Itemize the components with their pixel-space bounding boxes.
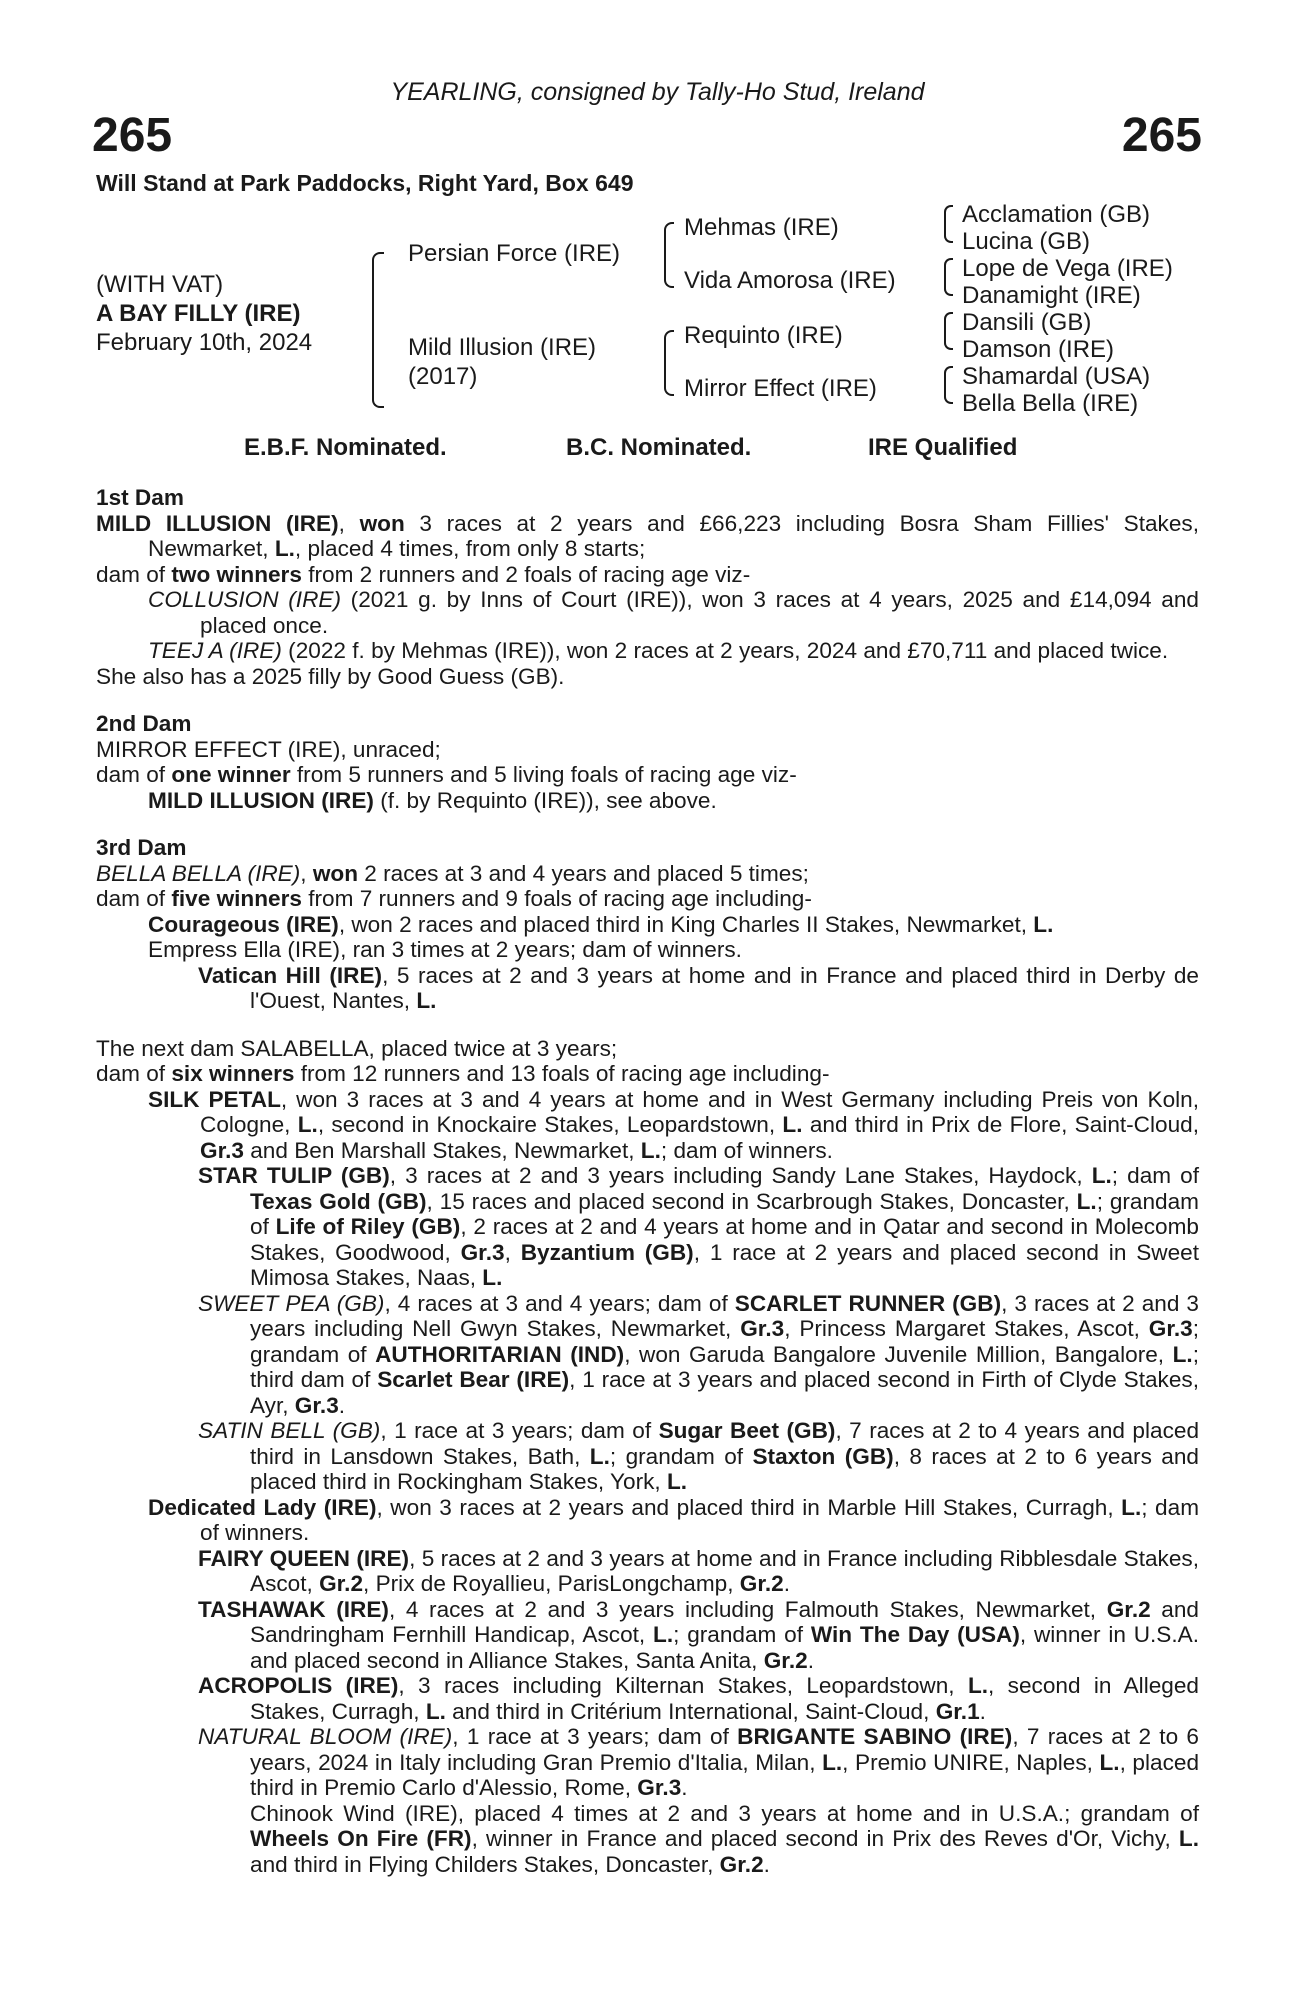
produce-collusion: COLLUSION (IRE) (2021 g. by Inns of Court (IRE)), won 3 races at 4 years, 2025 and £14,094 and placed once. <box>148 587 1199 638</box>
next-dam-record: The next dam SALABELLA, placed twice at 3 years; <box>96 1035 618 1061</box>
ped-danamight: Danamight (IRE) <box>962 282 1141 309</box>
bc-nomination: B.C. Nominated. <box>566 434 752 461</box>
subject-name: A BAY FILLY (IRE) <box>96 300 301 327</box>
produce-silk-petal: SILK PETAL, won 3 races at 3 and 4 years at home and in West Germany including Preis von Koln, Cologne, L., second in Knockaire Stakes, Leopardstown, L. and third in Prix de Flore, Saint-Cloud, Gr.3 and Ben Marshall Stakes, Newmarket, L.; dam of winners. <box>148 1086 1199 1163</box>
subject-block <box>96 270 312 357</box>
first-dam-name: MILD ILLUSION (IRE) <box>96 510 339 536</box>
lot-number-left: 265 <box>92 109 173 162</box>
ped-dansili: Dansili (GB) <box>962 309 1092 336</box>
dam-year: (2017) <box>408 363 478 390</box>
brace-g12 <box>944 205 953 243</box>
first-dam-also: She also has a 2025 filly by Good Guess (GB). <box>96 663 565 689</box>
second-dam-record: MIRROR EFFECT (IRE), unraced; <box>96 736 441 762</box>
produce-dedicated-lady: Dedicated Lady (IRE), won 3 races at 2 years and placed third in Marble Hill Stakes, Curragh, L.; dam of winners. <box>148 1494 1200 1545</box>
brace-g56 <box>944 312 953 350</box>
produce-sweet-pea: SWEET PEA (GB), 4 races at 3 and 4 years; dam of SCARLET RUNNER (GB), 3 races at 2 and 3 years including Nell Gwyn Stakes, Newmarket, Gr.3, Princess Margaret Stakes, Ascot, Gr.3; grandam of AUTHORITARIAN (IND), won Garuda Bangalore Juvenile Million, Bangalore, L.; third dam of Scarlet Bear (IRE), 1 race at 3 years and placed second in Firth of Clyde Stakes, Ayr, Gr.3. <box>198 1290 1199 1418</box>
produce-courageous: Courageous (IRE), won 2 races and placed third in King Charles II Stakes, Newmarket, L. <box>148 911 1054 937</box>
second-dam-produce-summary: dam of one winner from 5 runners and 5 living foals of racing age viz- <box>96 762 797 787</box>
produce-satin-bell: SATIN BELL (GB), 1 race at 3 years; dam of Sugar Beet (GB), 7 races at 2 to 4 years and placed third in Lansdown Stakes, Bath, L.; grandam of Staxton (GB), 8 races at 2 to 6 years and placed third in Rockingham Stakes, York, L. <box>198 1418 1200 1494</box>
produce-acropolis: ACROPOLIS (IRE), 3 races including Kilternan Stakes, Leopardstown, L., second in Alleged Stakes, Curragh, L. and third in Critérium International, Saint-Cloud, Gr.1. <box>198 1673 1199 1724</box>
foaling-date: February 10th, 2024 <box>96 329 313 356</box>
dam: Mild Illusion (IRE) <box>408 334 597 361</box>
ped-damson: Damson (IRE) <box>962 336 1115 363</box>
brace-sire <box>664 222 674 288</box>
produce-vatican-hill: Vatican Hill (IRE), 5 races at 2 and 3 years at home and in France and placed third in Derby de l'Ouest, Nantes, L. <box>198 962 1199 1013</box>
third-dam-record: BELLA BELLA (IRE), won 2 races at 3 and 4 years and placed 5 times; <box>96 860 809 886</box>
brace-main <box>372 252 384 408</box>
consignment-line: YEARLING, consigned by Tally-Ho Stud, Ireland <box>390 78 925 106</box>
dam-sire: Requinto (IRE) <box>684 322 843 349</box>
won-label: won <box>359 510 405 536</box>
brace-g34 <box>944 258 953 296</box>
ped-lucina: Lucina (GB) <box>962 228 1091 255</box>
produce-empress-ella: Empress Ella (IRE), ran 3 times at 2 years; dam of winners. <box>148 937 742 962</box>
produce-natural-bloom: NATURAL BLOOM (IRE), 1 race at 3 years; dam of BRIGANTE SABINO (IRE), 7 races at 2 to 6 years, 2024 in Italy including Gran Premio d'Italia, Milan, L., Premio UNIRE, Naples, L., placed third in Premio Carlo d'Alessio, Rome, Gr.3. <box>198 1724 1200 1800</box>
ped-shamardal: Shamardal (USA) <box>962 363 1151 390</box>
dam-dam: Mirror Effect (IRE) <box>684 375 877 402</box>
second-dam-produce: MILD ILLUSION (IRE) (f. by Requinto (IRE)), see above. <box>148 787 717 813</box>
ped-lope-de-vega: Lope de Vega (IRE) <box>962 255 1173 282</box>
ire-qualified: IRE Qualified <box>868 434 1018 461</box>
next-dam-produce-summary: dam of six winners from 12 runners and 13 foals of racing age including- <box>96 1061 830 1086</box>
vat-note: (WITH VAT) <box>96 271 224 298</box>
produce-fairy-queen: FAIRY QUEEN (IRE), 5 races at 2 and 3 years at home and in France including Ribblesdale Stakes, Ascot, Gr.2, Prix de Royallieu, ParisLongchamp, Gr.2. <box>198 1545 1199 1596</box>
brace-g78 <box>944 366 953 404</box>
brace-dam <box>664 330 674 396</box>
sire-dam: Vida Amorosa (IRE) <box>684 267 896 294</box>
produce-tashawak: TASHAWAK (IRE), 4 races at 2 and 3 years including Falmouth Stakes, Newmarket, Gr.2 and Sandringham Fernhill Handicap, Ascot, L.; grandam of Win The Day (USA), winner in U.S.A. and placed second in Alliance Stakes, Santa Anita, Gr.2. <box>198 1596 1200 1673</box>
third-dam-heading: 3rd Dam <box>96 835 187 860</box>
ped-bella-bella: Bella Bella (IRE) <box>962 390 1139 417</box>
sire: Persian Force (IRE) <box>408 240 621 267</box>
lot-number-right: 265 <box>1121 109 1202 162</box>
first-dam-produce-summary: dam of two winners from 2 runners and 2 foals of racing age viz- <box>96 561 751 587</box>
third-dam-produce-summary: dam of five winners from 7 runners and 9 foals of racing age including- <box>96 886 812 911</box>
first-dam-record: MILD ILLUSION (IRE), won 3 races at 2 years and £66,223 including Bosra Sham Fillies' Stakes, Newmarket, L., placed 4 times, from only 8 starts; <box>96 510 1199 561</box>
second-dam-heading: 2nd Dam <box>96 711 192 736</box>
first-dam-heading: 1st Dam <box>96 485 184 510</box>
ebf-nomination: E.B.F. Nominated. <box>244 434 447 461</box>
produce-teej-a: TEEJ A (IRE) (2022 f. by Mehmas (IRE)), won 2 races at 2 years, 2024 and £70,711 and placed twice. <box>148 638 1169 663</box>
stable-location: Will Stand at Park Paddocks, Right Yard, Box 649 <box>96 170 634 196</box>
produce-star-tulip: STAR TULIP (GB), 3 races at 2 and 3 years including Sandy Lane Stakes, Haydock, L.; dam of Texas Gold (GB), 15 races and placed second in Scarbrough Stakes, Doncaster, L.; grandam of Life of Riley (GB), 2 races at 2 and 4 years at home and in Qatar and second in Molecomb Stakes, Goodwood, Gr.3, Byzantium (GB), 1 race at 2 years and placed second in Sweet Mimosa Stakes, Naas, L. <box>198 1163 1200 1290</box>
ped-acclamation: Acclamation (GB) <box>962 201 1151 228</box>
sire-sire: Mehmas (IRE) <box>684 214 839 241</box>
catalogue-body <box>96 485 1199 1877</box>
produce-chinook-wind: Chinook Wind (IRE), placed 4 times at 2 and 3 years at home and in U.S.A.; grandam of Wheels On Fire (FR), winner in France and placed second in Prix des Reves d'Or, Vichy, L. and third in Flying Childers Stakes, Doncaster, Gr.2. <box>250 1800 1199 1877</box>
